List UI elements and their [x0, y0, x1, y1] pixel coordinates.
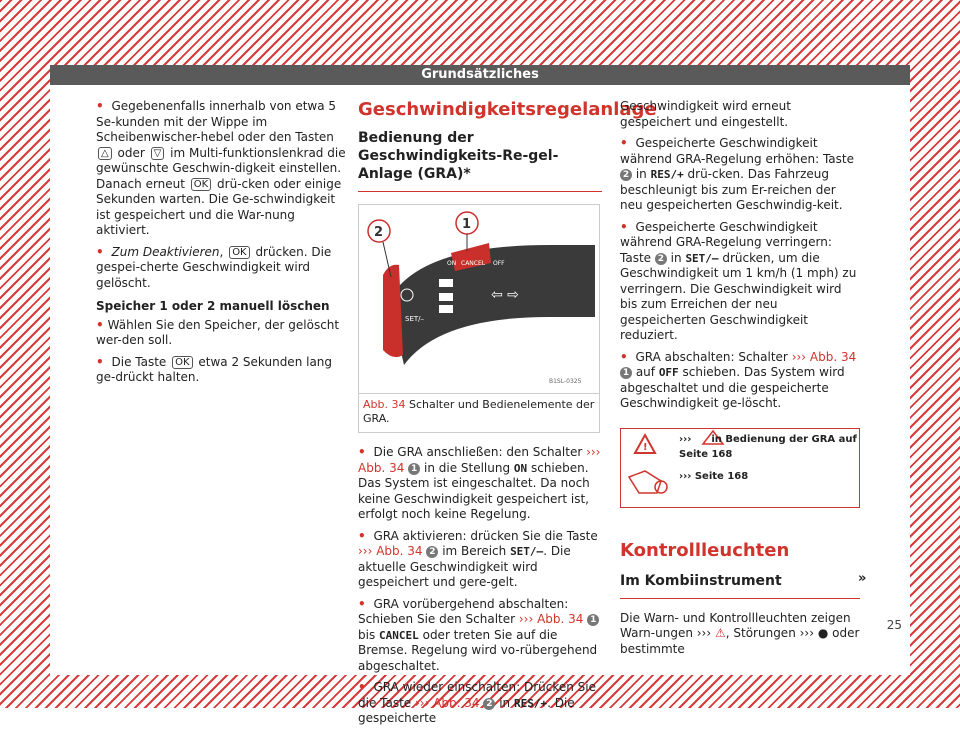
text: bis — [358, 627, 380, 642]
label-set: SET/– — [405, 315, 425, 323]
ok-key-icon: OK — [191, 178, 211, 191]
figure-cruise-control-lever — [358, 204, 600, 394]
caption-label: Abb. 34 — [363, 398, 406, 411]
text: GRA vorübergehend abschalten: Schieben Sie den Schalter — [358, 596, 569, 626]
text: in — [495, 695, 514, 710]
lever-illustration — [359, 205, 599, 393]
section-title: Geschwindigkeitsregelanlage — [358, 99, 657, 120]
text: im Bereich — [438, 544, 511, 558]
turn-arrows-icon: ⇦ ⇨ — [491, 287, 519, 303]
paragraph — [96, 245, 346, 292]
figure-caption — [358, 394, 600, 433]
switch-symbol: RES/+ — [513, 696, 548, 710]
text: schieben. Das System wird abgeschaltet und die gespeicherte Geschwindigkeit ge-löscht. — [620, 365, 845, 410]
text: drücken. Die gespei-cherte Geschwindigkeit wird gelöscht. — [96, 244, 332, 290]
arrows: ››› — [679, 433, 692, 445]
warning-small-icon: ⚠ — [714, 626, 726, 640]
paragraph — [358, 597, 602, 675]
text: Die Taste — [111, 354, 171, 369]
switch-symbol: SET/– — [685, 251, 719, 265]
callout-number: 1 — [408, 463, 420, 475]
text: oder treten Sie auf die Bremse. Regelung wird vo-rübergehend abgeschaltet. — [358, 627, 598, 673]
figure-link[interactable]: ››› Abb. 34 — [415, 695, 480, 710]
switch-symbol: RES/+ — [650, 168, 684, 181]
callout-number: 1 — [620, 367, 632, 379]
text: . Die gespeicherte — [358, 695, 575, 725]
text: im Multi-funktionslenkrad die gewünschte Geschwin-digkeit einstellen. Danach erneut — [96, 145, 346, 191]
arrows: ››› — [679, 470, 692, 482]
figure-link[interactable]: ››› Abb. 34 — [791, 349, 857, 364]
column-left — [96, 99, 346, 392]
paragraph — [620, 220, 860, 344]
column-middle — [358, 99, 657, 733]
text: Die Warn- und Kontrollleuchten zeigen Warn-ungen — [620, 610, 851, 640]
paragraph — [620, 611, 860, 658]
switch-symbol: CANCEL — [379, 628, 419, 642]
link-arrows[interactable]: ››› — [799, 626, 815, 640]
warning-reference-box — [620, 428, 860, 508]
callout-1: 1 — [462, 217, 472, 232]
text: drücken, um die Geschwindigkeit um 1 km/h (1 mph) zu verringern. Die Geschwindigkeit wird bis zum Erreichen der neu gespeicherten Geschwindigkeit reduziert. — [620, 250, 857, 342]
paragraph — [620, 136, 860, 214]
running-header — [50, 65, 910, 85]
subheading: Speicher 1 oder 2 manuell löschen — [96, 299, 330, 313]
foglight-icon — [439, 305, 453, 313]
label-off: OFF — [493, 260, 505, 267]
callout-number: 2 — [483, 698, 495, 710]
text: GRA abschalten: Schalter — [635, 349, 792, 364]
text: Gespeicherte Geschwindigkeit während GRA-Regelung verringern: Taste — [620, 219, 832, 265]
emphasis: Zum Deaktivieren — [111, 244, 220, 259]
paragraph — [358, 680, 602, 727]
label-on: ON — [447, 260, 457, 267]
text: in die Stellung — [420, 460, 514, 475]
text: GRA wieder einschalten: Drücken Sie die Taste — [358, 680, 597, 710]
text: oder — [113, 145, 149, 160]
text: Gegebenenfalls innerhalb von etwa 5 Se-kunden mit der Wippe im Scheibenwischer-hebel oder den Tasten — [96, 99, 337, 144]
text: etwa 2 Sekunden lang ge-drückt halten. — [96, 354, 333, 384]
section-subtitle: Bedienung der Geschwindigkeits-Re-gel-Anlage (GRA)* — [358, 129, 602, 192]
text: , — [219, 244, 228, 259]
text: Gespeicherte Geschwindigkeit während GRA-Regelung erhöhen: Taste — [620, 136, 854, 166]
text: , Störungen — [725, 626, 800, 640]
figure-code: B1SL-0325 — [549, 378, 582, 385]
text: oder bestimmte — [620, 626, 860, 656]
lowbeam-icon — [439, 293, 453, 301]
paragraph — [96, 99, 346, 239]
callout-number: 2 — [620, 169, 632, 181]
figure-link[interactable]: ››› Abb. 34 — [358, 445, 601, 475]
svg-text:!: ! — [643, 441, 648, 453]
switch-symbol: SET/– — [510, 545, 544, 558]
warning-link-2[interactable] — [679, 469, 748, 485]
column-right — [620, 99, 860, 663]
up-key-icon: △ — [98, 147, 112, 160]
text: . Die aktuelle Geschwindigkeit wird gespeichert und gere-gelt. — [358, 544, 571, 589]
callout-number: 2 — [655, 253, 667, 265]
label-cancel: CANCEL — [461, 260, 486, 267]
header-title: Grundsätzliches — [421, 67, 539, 82]
warning-link-1[interactable] — [679, 432, 859, 463]
section-title: Kontrollleuchten — [620, 539, 790, 561]
text: Die GRA anschließen: den Schalter — [373, 445, 587, 459]
warning-text-2: Seite 168 — [694, 470, 749, 482]
text: in — [666, 250, 686, 265]
callout-2: 2 — [374, 225, 384, 240]
paragraph — [620, 350, 860, 412]
page-number: 25 — [886, 618, 902, 632]
warning-text-1: in Bedienung der GRA auf Seite 168 — [679, 433, 857, 460]
paragraph — [358, 445, 602, 523]
info-icon: ● — [817, 626, 829, 640]
paragraph — [96, 355, 346, 386]
paragraph: • Wählen Sie den Speicher, der gelöscht wer-den soll. — [96, 318, 346, 349]
ok-key-icon: OK — [229, 246, 249, 259]
text: drü-cken oder einige Sekunden warten. Die Ge-schwindigkeit ist gespeichert und die War-nung aktiviert. — [96, 176, 342, 237]
text: in — [632, 167, 651, 181]
section-subtitle: Im Kombiinstrument — [620, 572, 860, 599]
continue-marker: » — [858, 571, 867, 586]
callout-number: 1 — [587, 614, 599, 626]
figure-link[interactable]: ››› Abb. 34 — [518, 612, 584, 626]
switch-symbol: ON — [513, 461, 528, 475]
headlight-icon — [439, 279, 453, 287]
text: GRA aktivieren: drücken Sie die Taste — [373, 528, 598, 543]
text: drü-cken. Das Fahrzeug beschleunigt bis zum Er-reichen der neu gespeicherten Geschwindig-keit. — [620, 167, 843, 212]
link-arrows[interactable]: ››› — [696, 626, 712, 640]
callout-number: 2 — [426, 546, 438, 558]
caption-text: Schalter und Bedienelemente der GRA. — [363, 398, 595, 425]
text: schieben. Das System ist eingeschaltet. Da noch keine Geschwindigkeit gespeichert ist, erfolgt noch keine Regelung. — [358, 460, 590, 521]
paragraph — [358, 529, 602, 591]
figure-link[interactable]: ››› Abb. 34 — [358, 544, 423, 558]
switch-symbol: OFF — [658, 366, 679, 379]
paragraph: Geschwindigkeit wird erneut gespeichert und eingestellt. — [620, 99, 791, 129]
text: auf — [632, 365, 659, 379]
label-res: RES/+ — [405, 261, 427, 269]
ok-key-icon: OK — [172, 356, 192, 369]
down-key-icon: ▽ — [151, 147, 165, 160]
